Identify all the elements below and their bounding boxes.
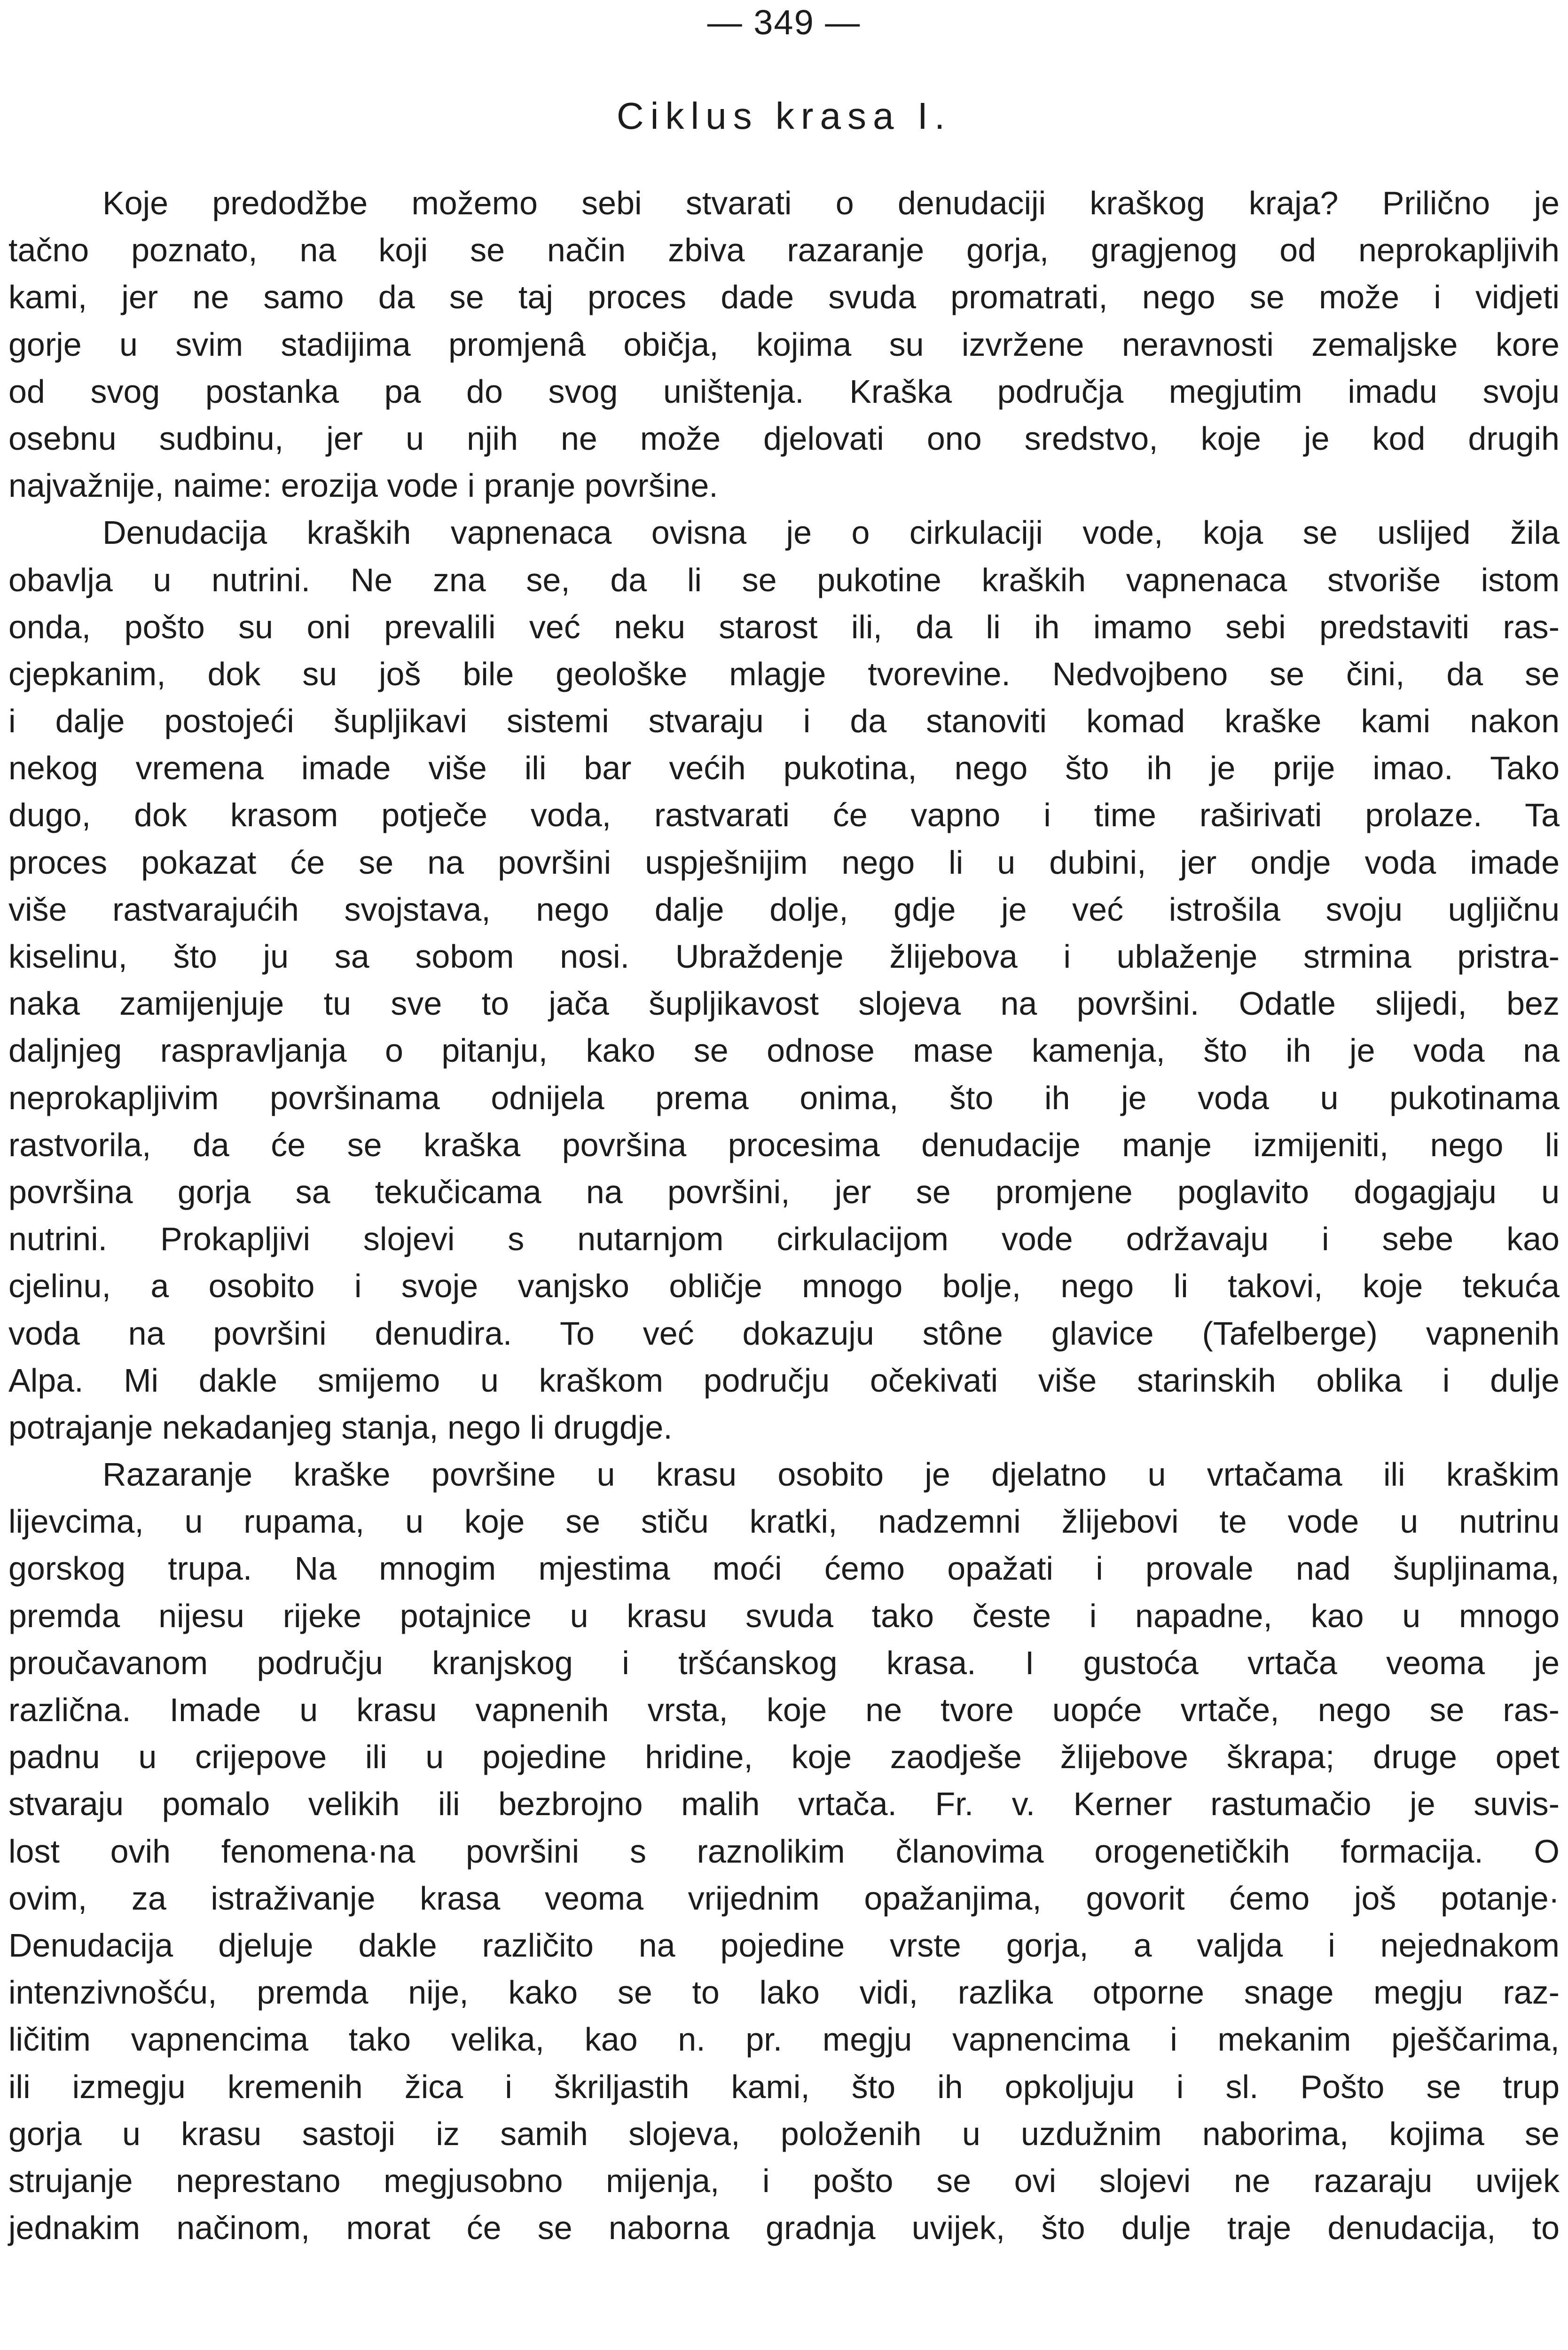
- text-line: Denudacija djeluje dakle različito na pojedine vrste gorja, a valjda i nejednakom: [8, 1927, 1560, 1964]
- text-line: ili izmegju kremenih žica i škriljastih kami, što ih opkoljuju i sl. Pošto se trup: [8, 2068, 1560, 2105]
- text-line: rastvorila, da će se kraška površina procesima denudacije manje izmijeniti, nego li: [8, 1126, 1560, 1163]
- text-line: cjelinu, a osobito i svoje vanjsko obličje mnogo bolje, nego li takovi, koje tekuća: [8, 1268, 1560, 1305]
- text-line: proučavanom području kranjskog i tršćanskog krasa. I gustoća vrtača veoma je: [8, 1644, 1560, 1681]
- text-line: neprokapljivim površinama odnijela prema onima, što ih je voda u pukotinama: [8, 1079, 1560, 1116]
- page-number: — 349 —: [707, 3, 861, 42]
- text-line: naka zamijenjuje tu sve to jača šupljikavost slojeva na površini. Odatle slijedi, bez: [8, 985, 1560, 1022]
- text-line: površina gorja sa tekučicama na površini, jer se promjene poglavito dogagjaju u: [8, 1173, 1560, 1210]
- text-line: stvaraju pomalo velikih ili bezbrojno malih vrtača. Fr. v. Kerner rastumačio je suvis-: [8, 1786, 1560, 1823]
- text-line: strujanje neprestano megjusobno mijenja, i pošto se ovi slojevi ne razaraju uvijek: [8, 2162, 1560, 2199]
- text-line: nutrini. Prokapljivi slojevi s nutarnjom cirkulacijom vode održavaju i sebe kao: [8, 1221, 1560, 1258]
- text-line: od svog postanka pa do svog uništenja. Kraška područja megjutim imadu svoju: [8, 373, 1560, 410]
- text-line: cjepkanim, dok su još bile geološke mlagje tvorevine. Nedvojbeno se čini, da se: [8, 655, 1560, 692]
- text-line: potrajanje nekadanjeg stanja, nego li drugdje.: [8, 1409, 673, 1446]
- text-line: različna. Imade u krasu vapnenih vrsta, koje ne tvore uopće vrtače, nego se ras-: [8, 1692, 1560, 1728]
- text-line: tačno poznato, na koji se način zbiva razaranje gorja, gragjenog od neprokapljivih: [8, 232, 1560, 269]
- text-line: padnu u crijepove ili u pojedine hridine, koje zaodješe žlijebove škrapa; druge opet: [8, 1739, 1560, 1776]
- text-line: ovim, za istraživanje krasa veoma vrijednim opažanjima, govorit ćemo još potanje·: [8, 1880, 1560, 1917]
- text-line: gorje u svim stadijima promjenâ običja, kojima su izvržene neravnosti zemaljske kore: [8, 326, 1560, 363]
- text-line: premda nijesu rijeke potajnice u krasu svuda tako česte i napadne, kao u mnogo: [8, 1597, 1560, 1634]
- text-line: dugo, dok krasom potječe voda, rastvarati će vapno i time raširivati prolaze. Ta: [8, 797, 1560, 834]
- text-line: nekog vremena imade više ili bar većih pukotina, nego što ih je prije imao. Tako: [8, 750, 1560, 787]
- text-line: najvažnije, naime: erozija vode i pranje površine.: [8, 467, 718, 504]
- text-line: ličitim vapnencima tako velika, kao n. pr. megju vapnencima i mekanim pješčarima,: [8, 2021, 1560, 2058]
- text-line: proces pokazat će se na površini uspješnijim nego li u dubini, jer ondje voda imade: [8, 844, 1560, 881]
- text-line: Alpa. Mi dakle smijemo u kraškom području očekivati više starinskih oblika i dulje: [8, 1362, 1560, 1399]
- text-line: intenzivnošću, premda nije, kako se to lako vidi, razlika otporne snage megju raz-: [8, 1974, 1560, 2011]
- text-line: Denudacija kraških vapnenaca ovisna je o cirkulaciji vode, koja se uslijed žila: [102, 514, 1560, 551]
- text-line: lost ovih fenomena·na površini s raznolikim članovima orogenetičkih formacija. O: [8, 1833, 1560, 1870]
- text-line: gorskog trupa. Na mnogim mjestima moći ćemo opažati i provale nad šupljinama,: [8, 1550, 1560, 1587]
- text-line: i dalje postojeći šupljikavi sistemi stvaraju i da stanoviti komad kraške kami nakon: [8, 703, 1560, 740]
- text-line: lijevcima, u rupama, u koje se stiču kratki, nadzemni žlijebovi te vode u nutrinu: [8, 1503, 1560, 1540]
- text-line: voda na površini denudira. To već dokazuju stône glavice (Tafelberge) vapnenih: [8, 1315, 1560, 1352]
- text-line: jednakim načinom, morat će se naborna gradnja uvijek, što dulje traje denudacija, to: [8, 2209, 1560, 2247]
- text-line: gorja u krasu sastoji iz samih slojeva, položenih u uzdužnim naborima, kojima se: [8, 2115, 1560, 2152]
- body-text: [8, 180, 1560, 2251]
- text-line: kiselinu, što ju sa sobom nosi. Ubraždenje žlijebova i ublaženje strmina pristra-: [8, 938, 1560, 975]
- text-line: Razaranje kraške površine u krasu osobito je djelatno u vrtačama ili kraškim: [102, 1456, 1560, 1493]
- text-line: više rastvarajućih svojstava, nego dalje dolje, gdje je već istrošila svoju ugljičnu: [8, 891, 1560, 928]
- text-line: daljnjeg raspravljanja o pitanju, kako se odnose mase kamenja, što ih je voda na: [8, 1032, 1560, 1069]
- text-line: kami, jer ne samo da se taj proces dade svuda promatrati, nego se može i vidjeti: [8, 279, 1560, 316]
- section-title: Ciklus krasa I.: [616, 95, 952, 137]
- text-line: obavlja u nutrini. Ne zna se, da li se pukotine kraških vapnenaca stvoriše istom: [8, 561, 1560, 598]
- text-line: onda, pošto su oni prevalili već neku starost ili, da li ih imamo sebi predstaviti ras-: [8, 608, 1560, 645]
- text-line: Koje predodžbe možemo sebi stvarati o denudaciji kraškog kraja? Prilično je: [102, 185, 1560, 221]
- text-line: osebnu sudbinu, jer u njih ne može djelovati ono sredstvo, koje je kod drugih: [8, 420, 1560, 457]
